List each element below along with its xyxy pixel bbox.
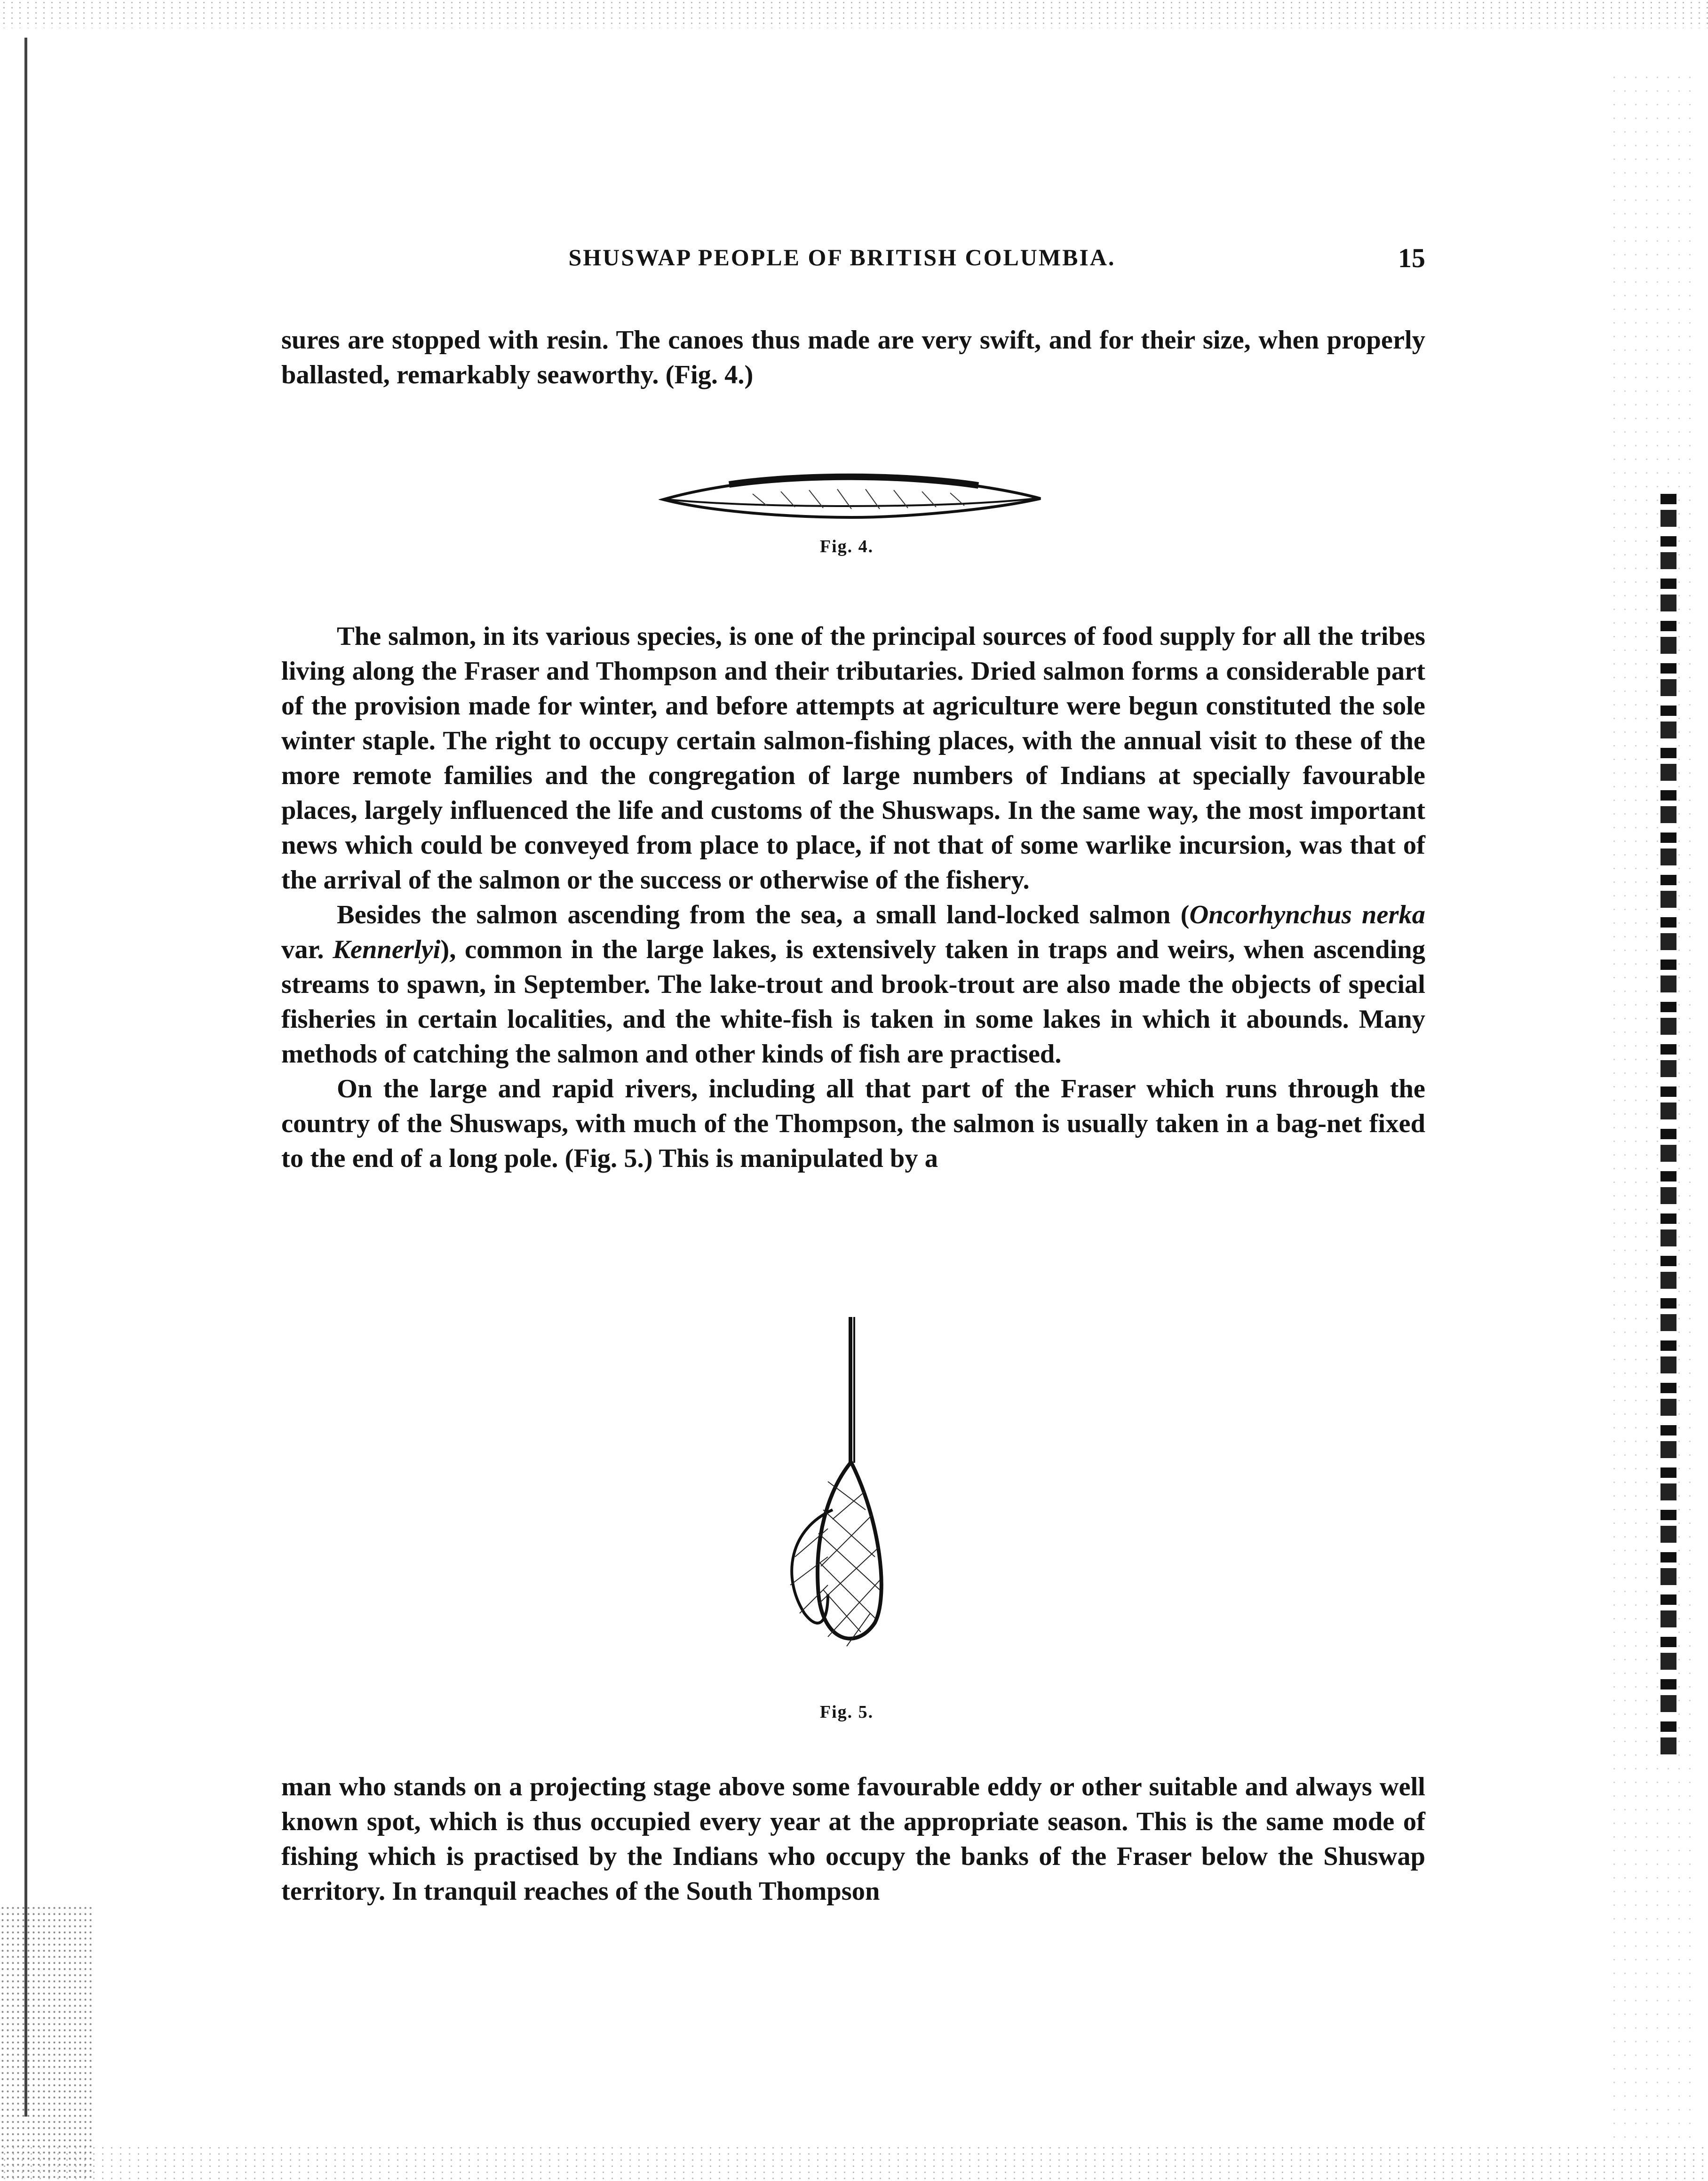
scan-corner-noise bbox=[0, 1905, 94, 2181]
scan-speckle-right bbox=[1609, 71, 1693, 2140]
figure-4-caption: Fig. 4. bbox=[819, 537, 874, 556]
variety-name: Kennerlyi bbox=[333, 935, 441, 964]
page-number: 15 bbox=[1398, 243, 1425, 273]
bag-net-illustration bbox=[771, 1312, 913, 1689]
figure-5-caption: Fig. 5. bbox=[819, 1702, 874, 1722]
scan-edge-right bbox=[1660, 494, 1676, 1764]
running-head: SHUSWAP PEOPLE OF BRITISH COLUMBIA. bbox=[568, 244, 1116, 270]
scan-edge-top bbox=[0, 0, 1708, 28]
landlocked-text-var: var. bbox=[281, 935, 333, 964]
text-block-top bbox=[281, 323, 1425, 392]
landlocked-text-after: ), common in the large lakes, is extensively taken in traps and weirs, when ascending streams to spawn, in September. The lake-trout and brook-trout are also made the objects of special fisheries in certain localities, and the white-fish is taken in some lakes in which it abounds. Many methods of catching the salmon and other kinds of fish are practised. bbox=[281, 935, 1425, 1069]
paragraph-landlocked-salmon bbox=[281, 897, 1425, 1071]
landlocked-text-before: Besides the salmon ascending from the sea, a small land-locked salmon ( bbox=[337, 900, 1190, 929]
text-block-middle bbox=[281, 619, 1425, 1176]
scan-edge-bottom bbox=[0, 2145, 1708, 2181]
canoe-illustration bbox=[659, 466, 1044, 527]
paragraph-fishing-stage: man who stands on a projecting stage above some favourable eddy or other suitable and always well known spot, which is thus occupied every year at the appropriate season. This is the same mode of fishing which is practised by the Indians who occupy the banks of the Fraser below the Shuswap territory. In tranquil reaches of the South Thompson bbox=[281, 1772, 1425, 1906]
paragraph-rivers: On the large and rapid rivers, including all that part of the Fraser which runs through the country of the Shuswaps, with much of the Thompson, the salmon is usually taken in a bag-net fixed to the end of a long pole. (Fig. 5.) This is manipulated by a bbox=[281, 1074, 1425, 1173]
scan-edge-left bbox=[24, 38, 27, 2117]
paragraph-canoe-continued: sures are stopped with resin. The canoes thus made are very swift, and for their size, when properly ballasted, remarkably seaworthy. (Fig. 4.) bbox=[281, 325, 1425, 389]
species-name: Oncorhynchus nerka bbox=[1189, 900, 1425, 929]
text-block-bottom bbox=[281, 1769, 1425, 1909]
paragraph-salmon: The salmon, in its various species, is one of the principal sources of food supply for all the tribes living along the Fraser and Thompson and their tributaries. Dried salmon forms a considerable part of the provision made for winter, and before attempts at agriculture were begun constituted the sole winter staple. The right to occupy certain salmon-fishing places, with the annual visit to these of the more remote families and the congregation of large numbers of Indians at specially favourable places, largely influenced the life and customs of the Shuswaps. In the same way, the most important news which could be conveyed from place to place, if not that of some warlike incursion, was that of the arrival of the salmon or the success or otherwise of the fishery. bbox=[281, 622, 1425, 895]
